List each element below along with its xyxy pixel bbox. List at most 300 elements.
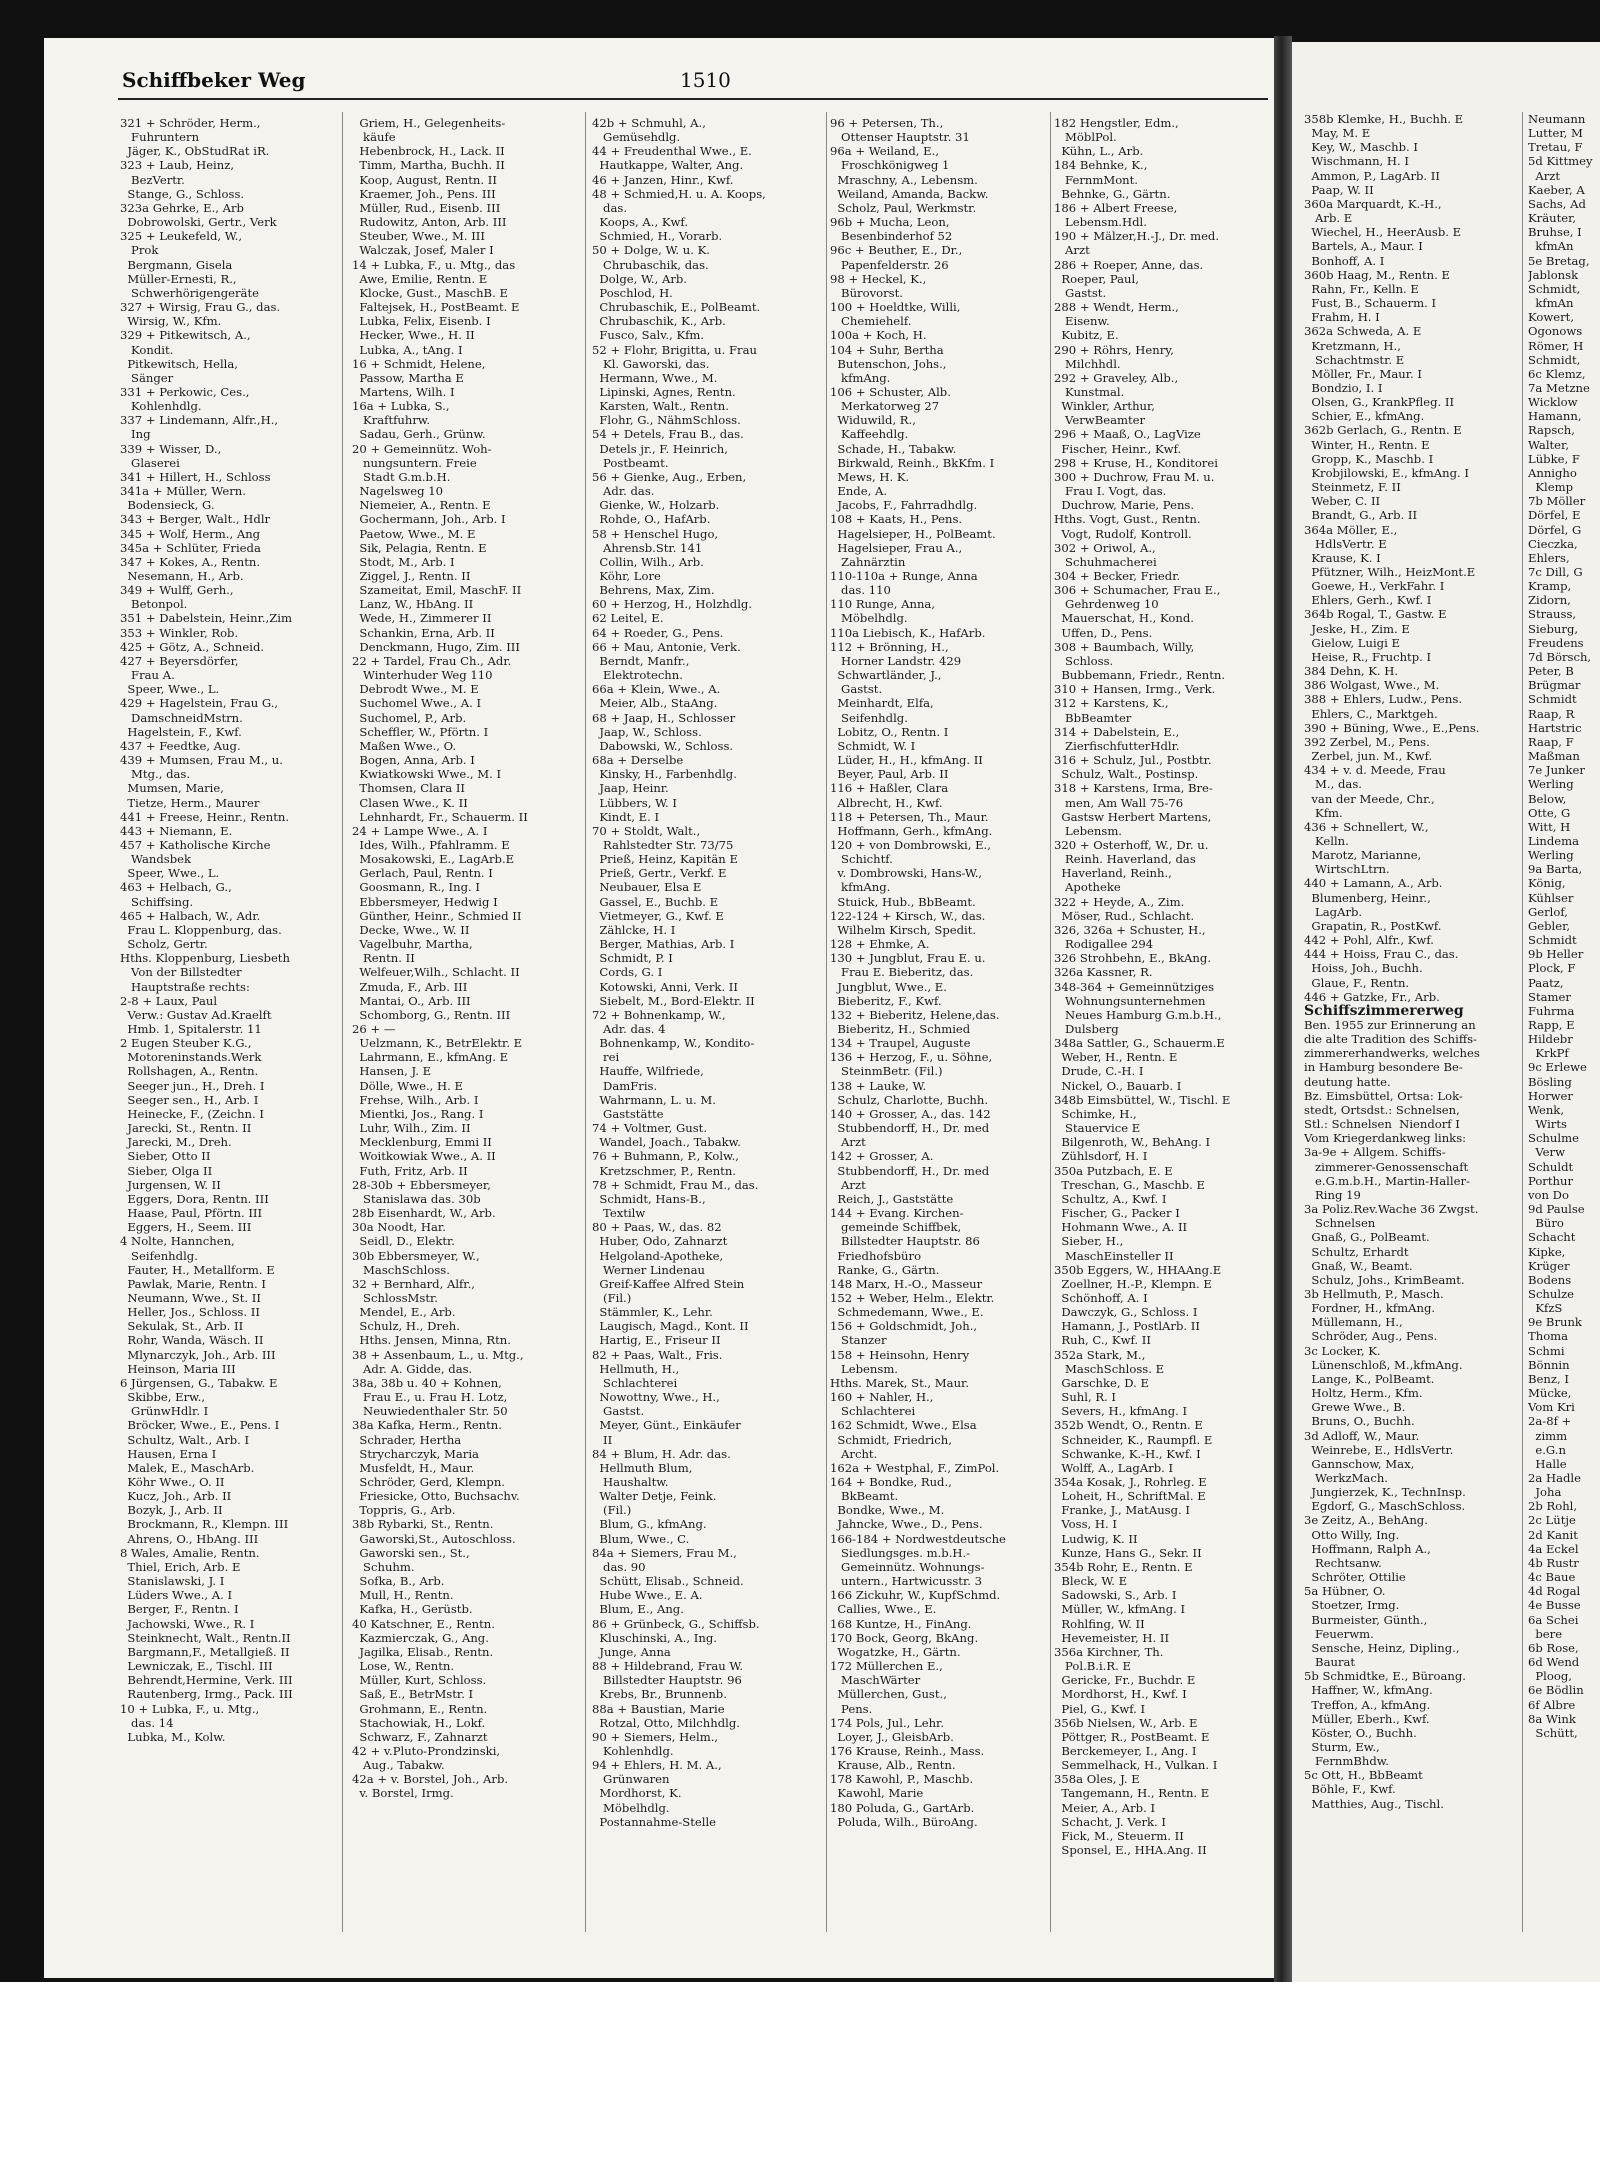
directory-line: Mendel, E., Arb. xyxy=(352,1305,456,1320)
directory-line: Sieburg, xyxy=(1528,621,1579,636)
directory-line: 4 Nolte, Hannchen, xyxy=(120,1234,235,1249)
directory-line: 42 + v.Pluto-Prondzinski, xyxy=(352,1743,501,1758)
directory-line: Horner Landstr. 429 xyxy=(830,653,962,668)
directory-line: 2d Kanit xyxy=(1528,1527,1578,1542)
directory-line: Sadau, Gerh., Grünw. xyxy=(352,427,486,442)
directory-line: Kluschinski, A., Ing. xyxy=(592,1630,717,1645)
directory-line: 20 + Gemeinnütz. Woh- xyxy=(352,441,492,456)
directory-line: Ahrensb.Str. 141 xyxy=(592,540,703,555)
directory-line: Berckemeyer, I., Ang. I xyxy=(1054,1743,1197,1758)
directory-column-4 xyxy=(830,116,1048,1829)
directory-line: Zühlsdorf, H. I xyxy=(1054,1149,1148,1164)
directory-line: Sekulak, St., Arb. II xyxy=(120,1319,244,1334)
directory-line: Kohlenhdlg. xyxy=(120,399,202,414)
directory-line: 170 Bock, Georg, BkAng. xyxy=(830,1630,979,1645)
directory-line: Dölle, Wwe., H. E xyxy=(352,1078,463,1093)
directory-line: 9e Brunk xyxy=(1528,1315,1582,1330)
directory-line: Bruns, O., Buchh. xyxy=(1304,1414,1415,1429)
directory-line: 84 + Blum, H. Adr. das. xyxy=(592,1446,731,1461)
directory-line: 38 + Assenbaum, L., u. Mtg., xyxy=(352,1347,524,1362)
directory-line: Wischmann, H. I xyxy=(1304,154,1409,169)
directory-line: Schmidt, P. I xyxy=(592,951,673,966)
directory-line: 138 + Lauke, W. xyxy=(830,1078,927,1093)
directory-line: Eggers, Dora, Rentn. III xyxy=(120,1191,269,1206)
directory-line: Winter, H., Rentn. E xyxy=(1304,437,1430,452)
directory-line: Rohde, O., HafArb. xyxy=(592,512,711,527)
directory-line: Martens, Wilh. I xyxy=(352,384,455,399)
directory-line: 22 + Tardel, Frau Ch., Adr. xyxy=(352,653,512,668)
directory-line: Vagelbuhr, Martha, xyxy=(352,937,473,952)
directory-line: 166-184 + Nordwestdeutsche xyxy=(830,1531,1006,1546)
directory-line: 354a Kosak, J., Rohrleg. E xyxy=(1054,1475,1207,1489)
directory-line: Nagelsweg 10 xyxy=(352,484,444,499)
directory-line: Hagelsieper, Frau A., xyxy=(830,540,963,555)
directory-line: 54 + Detels, Frau B., das. xyxy=(592,427,744,442)
directory-line: Lünenschloß, M.,kfmAng. xyxy=(1304,1357,1463,1372)
directory-line: Meyer, Günt., Einkäufer xyxy=(592,1418,741,1433)
directory-line: Grohmann, E., Rentn. xyxy=(352,1701,488,1716)
directory-line: Kwiatkowski Wwe., M. I xyxy=(352,767,502,782)
directory-line: Mordhorst, K. xyxy=(592,1786,682,1801)
directory-line: 28b Eisenhardt, W., Arb. xyxy=(352,1206,496,1221)
directory-line: Vom Kriegerdankweg links: xyxy=(1304,1131,1467,1146)
directory-line: 2 Eugen Steuber K.G., xyxy=(120,1036,252,1051)
directory-line: 292 + Graveley, Alb., xyxy=(1054,370,1179,385)
directory-line: 5d Kittmey xyxy=(1528,154,1593,169)
directory-line: Ranke, G., Gärtn. xyxy=(830,1262,940,1277)
directory-line: Raap, R xyxy=(1528,706,1575,721)
directory-line: Porthur xyxy=(1528,1173,1573,1188)
directory-line: Wicklow xyxy=(1528,395,1578,410)
directory-line: 8a Wink xyxy=(1528,1711,1576,1726)
directory-line: MaschEinsteller II xyxy=(1054,1248,1174,1263)
directory-line: Kipke, xyxy=(1528,1244,1566,1259)
directory-line: Behrendt,Hermine, Verk. III xyxy=(120,1673,293,1688)
directory-line: Neumann xyxy=(1528,112,1586,126)
directory-line: Schulz, Walt., Postinsp. xyxy=(1054,767,1199,782)
directory-line: Gienke, W., Holzarb. xyxy=(592,498,720,513)
directory-line: Treffon, A., kfmAng. xyxy=(1304,1697,1431,1712)
directory-line: Weinrebe, E., HdlsVertr. xyxy=(1304,1442,1454,1457)
directory-line: Lindema xyxy=(1528,833,1580,848)
directory-line: Jablonsk xyxy=(1528,267,1579,282)
directory-line: Hmb. 1, Spitalerstr. 11 xyxy=(120,1022,262,1036)
directory-line: Severs, H., kfmAng. I xyxy=(1054,1404,1188,1419)
directory-line: Pens. xyxy=(830,1701,873,1716)
directory-line: Kindt, E. I xyxy=(592,809,660,824)
directory-line: Duchrow, Marie, Pens. xyxy=(1054,498,1195,513)
directory-line: Besenbinderhof 52 xyxy=(830,229,953,244)
directory-line: Gemüsehdlg. xyxy=(592,130,681,145)
directory-line: Clasen Wwe., K. II xyxy=(352,795,468,810)
directory-line: 136 + Herzog, F., u. Söhne, xyxy=(830,1050,993,1065)
directory-line: 6f Albre xyxy=(1528,1697,1576,1712)
directory-line: Grünwaren xyxy=(592,1772,670,1787)
directory-line: Tangemann, H., Rentn. E xyxy=(1054,1786,1210,1801)
directory-line: 3d Adloff, W., Maur. xyxy=(1304,1428,1420,1443)
directory-line: Meinhardt, Elfa, xyxy=(830,696,934,711)
directory-line: Cords, G. I xyxy=(592,965,663,980)
directory-line: 6e Bödlin xyxy=(1528,1683,1584,1698)
directory-line: Scholz, Gertr. xyxy=(120,937,208,952)
directory-line: Welfeuer,Wilh., Schlacht. II xyxy=(352,965,520,980)
directory-line: Helgoland-Apotheke, xyxy=(592,1248,724,1263)
directory-line: Detels jr., F. Heinrich, xyxy=(592,441,728,456)
directory-line: Zmuda, F., Arb. III xyxy=(352,979,468,994)
directory-line: Kohlenhdlg. xyxy=(592,1743,674,1758)
directory-line: 160 + Nahler, H., xyxy=(830,1390,934,1405)
directory-line: Schulz, Johs., KrimBeamt. xyxy=(1304,1272,1465,1287)
directory-line: Schimke, H., xyxy=(1054,1106,1137,1121)
directory-line: 9a Barta, xyxy=(1528,862,1583,877)
directory-line: Haase, Paul, Pförtn. III xyxy=(120,1206,263,1221)
directory-line: Zerbel, jun. M., Kwf. xyxy=(1304,749,1433,764)
directory-line: 384 Dehn, K. H. xyxy=(1304,664,1399,679)
directory-line: MaschSchloss. xyxy=(352,1262,450,1277)
directory-line: 98 + Heckel, K., xyxy=(830,271,927,286)
directory-line: Sieber, Otto II xyxy=(120,1149,211,1164)
directory-line: Reinh. Haverland, das xyxy=(1054,852,1196,867)
directory-line: Sponsel, E., HHA.Ang. II xyxy=(1054,1843,1207,1858)
directory-line: 70 + Stoldt, Walt., xyxy=(592,823,701,838)
directory-line: Schröter, Ottilie xyxy=(1304,1570,1406,1585)
directory-line: Szameitat, Emil, MaschF. II xyxy=(352,583,522,598)
directory-line: Hartig, E., Friseur II xyxy=(592,1333,721,1348)
directory-line: Zählcke, H. I xyxy=(592,922,676,937)
directory-line: Schwarz, F., Zahnarzt xyxy=(352,1729,488,1744)
directory-line: 434 + v. d. Meede, Frau xyxy=(1304,763,1446,778)
directory-line: Halle xyxy=(1528,1456,1567,1471)
directory-line: Behrens, Max, Zim. xyxy=(592,583,715,598)
directory-line: Milchhdl. xyxy=(1054,356,1121,371)
directory-line: Hecker, Wwe., H. II xyxy=(352,328,475,343)
directory-line: 7a Metzne xyxy=(1528,380,1590,395)
directory-line: Scheffler, W., Pförtn. I xyxy=(352,724,489,739)
directory-line: Seeger jun., H., Dreh. I xyxy=(120,1078,265,1093)
directory-line: Below, xyxy=(1528,791,1567,806)
directory-line: 4e Busse xyxy=(1528,1598,1581,1613)
directory-line: FernmMont. xyxy=(1054,172,1138,187)
directory-line: Freudens xyxy=(1528,635,1584,650)
directory-line: 84a + Siemers, Frau M., xyxy=(592,1545,737,1560)
directory-line: Suchomel, P., Arb. xyxy=(352,710,467,725)
directory-line: Ehlers, Gerh., Kwf. I xyxy=(1304,593,1432,608)
directory-line: 68a + Derselbe xyxy=(592,753,684,768)
directory-line: Lebensm. xyxy=(830,1361,898,1376)
directory-line: 178 Kawohl, P., Maschb. xyxy=(830,1772,974,1787)
directory-line: Köhr, Lore xyxy=(592,569,661,583)
directory-line: 50 + Dolge, W. u. K. xyxy=(592,243,710,258)
directory-line: Pitkewitsch, Hella, xyxy=(120,356,238,371)
directory-line: 339 + Wisser, D., xyxy=(120,441,222,456)
directory-line: Jungierzek, K., TechnInsp. xyxy=(1304,1485,1466,1500)
directory-line: 88a + Baustian, Marie xyxy=(592,1701,725,1716)
directory-line: 427 + Beyersdörfer, xyxy=(120,653,239,668)
directory-line: Blumenberg, Heinr., xyxy=(1304,890,1431,905)
directory-line: Koop, August, Rentn. II xyxy=(352,172,497,187)
directory-line: Thoma xyxy=(1528,1329,1569,1344)
directory-line: Reich, J., Gaststätte xyxy=(830,1191,954,1206)
directory-line: Paap, W. II xyxy=(1304,182,1374,197)
directory-line: Kfm. xyxy=(1304,805,1343,820)
directory-line: Hauffe, Wilfriede, xyxy=(592,1064,704,1079)
directory-line: Müller, W., kfmAng. I xyxy=(1054,1602,1186,1617)
directory-line: Lebensm. xyxy=(1054,823,1122,838)
directory-line: Krause, Alb., Rentn. xyxy=(830,1758,956,1773)
directory-line: Frau L. Kloppenburg, das. xyxy=(120,922,282,937)
directory-line: Arzt xyxy=(1054,243,1090,258)
directory-line: Rautenberg, Irmg., Pack. III xyxy=(120,1687,293,1702)
directory-line: Lübbers, W. I xyxy=(592,795,677,810)
directory-line: Hths. Kloppenburg, Liesbeth xyxy=(120,951,290,966)
directory-line: Bondke, Wwe., M. xyxy=(830,1503,945,1518)
directory-line: Dabowski, W., Schloss. xyxy=(592,738,734,753)
directory-line: 96a + Weiland, E., xyxy=(830,144,940,159)
directory-line: 182 Hengstler, Edm., xyxy=(1054,116,1179,130)
directory-line: men, Am Wall 75-76 xyxy=(1054,795,1184,810)
directory-line: Jagilka, Elisab., Rentn. xyxy=(352,1644,494,1659)
directory-line: rei xyxy=(592,1050,620,1065)
directory-line: Schwanke, K.-H., Kwf. I xyxy=(1054,1446,1201,1461)
directory-line: Bieberitz, F., Kwf. xyxy=(830,993,942,1008)
directory-line: Gaststätte xyxy=(592,1106,664,1121)
directory-line: Lubka, A., tAng. I xyxy=(352,342,463,357)
directory-line: Glaue, F., Rentn. xyxy=(1304,975,1410,990)
directory-line: Betonpol. xyxy=(120,597,188,612)
directory-line: 326a Kassner, R. xyxy=(1054,965,1153,980)
directory-line: Bieberitz, H., Schmied xyxy=(830,1022,971,1036)
directory-line: Lahrmann, E., kfmAng. E xyxy=(352,1050,509,1065)
directory-line: Thiel, Erich, Arb. E xyxy=(120,1559,241,1574)
directory-line: Schultz, Walt., Arb. I xyxy=(120,1432,250,1447)
directory-line: Schmi xyxy=(1528,1343,1565,1358)
directory-line: Piel, G., Kwf. I xyxy=(1054,1701,1146,1716)
directory-line: 437 + Feedtke, Aug. xyxy=(120,738,241,753)
directory-line: Joha xyxy=(1528,1485,1562,1500)
directory-line: Schmidt, Friedrich, xyxy=(830,1432,952,1447)
directory-line: 144 + Evang. Kirchen- xyxy=(830,1206,964,1221)
directory-line: Prok xyxy=(120,243,159,258)
directory-line: 443 + Niemann, E. xyxy=(120,823,233,838)
directory-line: 38a Kafka, Herm., Rentn. xyxy=(352,1418,502,1433)
column-divider xyxy=(1522,112,1523,1932)
directory-line: Schuhmacherei xyxy=(1054,554,1157,569)
directory-line: Kretzmann, H., xyxy=(1304,338,1401,353)
directory-line: Bösling xyxy=(1528,1074,1572,1089)
directory-line: Rollshagen, A., Rentn. xyxy=(120,1064,259,1079)
directory-line: Schütt, Elisab., Schneid. xyxy=(592,1574,744,1589)
directory-line: Mientki, Jos., Rang. I xyxy=(352,1106,484,1121)
directory-line: Maßen Wwe., O. xyxy=(352,738,457,753)
directory-line: Hauptstraße rechts: xyxy=(120,979,250,994)
directory-line: Huber, Odo, Zahnarzt xyxy=(592,1234,728,1249)
directory-line: Fischer, Heinr., Kwf. xyxy=(1054,441,1182,456)
directory-line: 32 + Bernhard, Alfr., xyxy=(352,1276,475,1291)
directory-line: Stachowiak, H., Lokf. xyxy=(352,1715,486,1730)
directory-line: Arzt xyxy=(830,1177,866,1192)
directory-line: Hellmuth, H., xyxy=(592,1361,680,1376)
directory-line: Rahlstedter Str. 73/75 xyxy=(592,837,734,852)
directory-line: 78 + Schmidt, Frau M., das. xyxy=(592,1177,759,1192)
directory-line: 354b Rohr, E., Rentn. E xyxy=(1054,1559,1193,1574)
directory-line: Schnelsen xyxy=(1304,1216,1376,1231)
directory-line: Fuhrma xyxy=(1528,1003,1575,1018)
directory-line: Bruhse, I xyxy=(1528,225,1582,240)
directory-line: Lüder, H., H., kfmAng. II xyxy=(830,753,983,768)
directory-line: 120 + von Dombrowski, E., xyxy=(830,837,991,852)
directory-line: 353 + Winkler, Rob. xyxy=(120,625,239,640)
directory-line: Postbeamt. xyxy=(592,455,669,470)
directory-line: 110a Liebisch, K., HafArb. xyxy=(830,625,986,640)
directory-line: Koops, A., Kwf. xyxy=(592,215,688,230)
directory-line: 76 + Buhmann, P., Kolw., xyxy=(592,1149,739,1164)
directory-line: HdlsVertr. E xyxy=(1304,536,1387,551)
directory-line: Mull, H., Rentn. xyxy=(352,1588,454,1603)
directory-line: Arzt xyxy=(830,1135,866,1150)
directory-line: v. Dombrowski, Hans-W., xyxy=(830,866,983,881)
directory-line: 329 + Pitkewitsch, A., xyxy=(120,328,251,343)
directory-line: 4b Rustr xyxy=(1528,1555,1579,1570)
directory-line: Schankin, Erna, Arb. II xyxy=(352,625,495,640)
directory-line: Mantai, O., Arb. III xyxy=(352,993,471,1008)
directory-line: 174 Pols, Jul., Lehr. xyxy=(830,1715,945,1730)
directory-line: 351 + Dabelstein, Heinr.,Zim xyxy=(120,611,292,626)
directory-line: 26 + — xyxy=(352,1022,396,1036)
directory-line: Callies, Wwe., E. xyxy=(830,1602,937,1617)
directory-line: 68 + Jaap, H., Schlosser xyxy=(592,710,736,725)
directory-line: kfmAn xyxy=(1528,239,1574,254)
directory-line: Sturm, Ew., xyxy=(1304,1739,1380,1754)
directory-line: Goewe, H., VerkFahr. I xyxy=(1304,579,1445,594)
directory-line: Mosakowski, E., LagArb.E xyxy=(352,852,515,867)
directory-line: Bergmann, Gisela xyxy=(120,257,233,272)
directory-line: 38b Rybarki, St., Rentn. xyxy=(352,1517,494,1532)
page-bottom-margin xyxy=(0,1982,1600,2177)
directory-line: 80 + Paas, W., das. 82 xyxy=(592,1220,722,1235)
directory-line: Adr. das. xyxy=(592,484,655,499)
directory-line: Schmidt, Hans-B., xyxy=(592,1191,706,1206)
directory-line: Adr. A. Gidde, das. xyxy=(352,1361,473,1376)
directory-line: 42a + v. Borstel, Joh., Arb. xyxy=(352,1772,509,1787)
directory-line: Froschkönigweg 1 xyxy=(830,158,950,173)
directory-line: Vom Kri xyxy=(1528,1400,1575,1415)
directory-line: 326 Strohbehn, E., BkAng. xyxy=(1054,951,1212,966)
column-divider xyxy=(342,112,343,1932)
directory-line: 4d Rogal xyxy=(1528,1584,1581,1599)
directory-line: 314 + Dabelstein, E., xyxy=(1054,724,1180,739)
directory-line: die alte Tradition des Schiffs- xyxy=(1304,1032,1477,1047)
directory-line: 40 Katschner, E., Rentn. xyxy=(352,1616,495,1631)
directory-line: VerwBeamter xyxy=(1054,413,1146,428)
directory-line: Weiland, Amanda, Backw. xyxy=(830,186,989,201)
directory-line: Mraschny, A., Lebensm. xyxy=(830,172,978,187)
directory-line: 6a Schei xyxy=(1528,1612,1579,1627)
directory-line: DamschneidMstrn. xyxy=(120,710,243,725)
directory-line: 2a-8f + xyxy=(1528,1414,1572,1429)
directory-line: Neubauer, Elsa E xyxy=(592,880,702,895)
directory-line: Müller, Rud., Eisenb. III xyxy=(352,200,501,215)
directory-line: Ploog, xyxy=(1528,1669,1572,1684)
directory-line: Pawlak, Marie, Rentn. I xyxy=(120,1276,266,1291)
directory-line: BbBeamter xyxy=(1054,710,1132,725)
directory-line: Egdorf, G., MaschSchloss. xyxy=(1304,1499,1466,1514)
directory-line: Jaap, W., Schloss. xyxy=(592,724,702,739)
directory-line: Gastst. xyxy=(592,1404,645,1419)
directory-line: Behnke, G., Gärtn. xyxy=(1054,186,1171,201)
directory-line: 104 + Suhr, Bertha xyxy=(830,342,944,357)
directory-line: Steuber, Wwe., M. III xyxy=(352,229,485,244)
directory-line: 350a Putzbach, E. E xyxy=(1054,1163,1173,1178)
directory-line: Hoiss, Joh., Buchh. xyxy=(1304,961,1423,976)
directory-line: Wede, H., Zimmerer II xyxy=(352,611,492,626)
directory-line: Mauerschat, H., Kond. xyxy=(1054,611,1194,626)
directory-line: Neuwiedenthaler Str. 50 xyxy=(352,1404,508,1419)
directory-line: Ahrens, O., HbAng. III xyxy=(120,1531,259,1546)
directory-line: 3c Locker, K. xyxy=(1304,1343,1381,1358)
directory-line: zimmererhandwerks, welches xyxy=(1304,1046,1480,1061)
directory-line: 440 + Lamann, A., Arb. xyxy=(1304,876,1443,891)
directory-line: Papenfelderstr. 26 xyxy=(830,257,949,272)
directory-line: 3a-9e + Allgem. Schiffs- xyxy=(1304,1145,1446,1160)
directory-line: 388 + Ehlers, Ludw., Pens. xyxy=(1304,692,1463,707)
directory-line: Benz, I xyxy=(1528,1371,1569,1386)
directory-line: Mlynarczyk, Joh., Arb. III xyxy=(120,1347,276,1362)
directory-line: SchlossMstr. xyxy=(352,1290,438,1305)
directory-line: Denckmann, Hugo, Zim. III xyxy=(352,639,520,654)
directory-line: Gericke, Fr., Buchdr. E xyxy=(1054,1673,1196,1688)
directory-line: Gnaß, G., PolBeamt. xyxy=(1304,1230,1430,1245)
directory-line: Hagelstein, F., Kwf. xyxy=(120,724,242,739)
directory-line: Bleck, W. E xyxy=(1054,1574,1128,1589)
directory-line: Textilw xyxy=(592,1206,646,1221)
directory-line: Bodens xyxy=(1528,1272,1572,1287)
directory-line: Fischer, G., Packer I xyxy=(1054,1206,1180,1221)
directory-line: Franke, J., MatAusg. I xyxy=(1054,1503,1190,1518)
directory-line: Suhl, R. I xyxy=(1054,1390,1117,1405)
directory-line: Dawczyk, G., Schloss. I xyxy=(1054,1305,1198,1320)
directory-line: das. 110 xyxy=(830,583,891,598)
directory-line: Thomsen, Clara II xyxy=(352,781,465,796)
directory-line: 14 + Lubka, F., u. Mtg., das xyxy=(352,257,516,272)
directory-line: Gastst. xyxy=(830,682,883,697)
directory-line: Speer, Wwe., L. xyxy=(120,682,220,697)
directory-line: Dulsberg xyxy=(1054,1022,1119,1036)
directory-line: Wilhelm Kirsch, Spedit. xyxy=(830,922,977,937)
directory-line: 30b Ebbersmeyer, W., xyxy=(352,1248,480,1263)
directory-line: Hausen, Erna I xyxy=(120,1446,217,1461)
directory-line: WerkzMach. xyxy=(1304,1471,1388,1485)
directory-line: Hansen, J. E xyxy=(352,1064,432,1079)
directory-line: Kawohl, Marie xyxy=(830,1786,924,1801)
directory-line: Sieber, Olga II xyxy=(120,1163,213,1178)
directory-line: Jungblut, Wwe., E. xyxy=(830,979,947,994)
directory-line: Walter, xyxy=(1528,437,1570,452)
directory-line: Köhr Wwe., O. II xyxy=(120,1475,225,1489)
directory-line: 320 + Osterhoff, W., Dr. u. xyxy=(1054,837,1209,852)
directory-line: Rohr, Wanda, Wäsch. II xyxy=(120,1333,264,1348)
directory-line: Fuhruntern xyxy=(120,130,200,145)
directory-line: Hoffmann, Ralph A., xyxy=(1304,1541,1431,1556)
directory-line: 118 + Petersen, Th., Maur. xyxy=(830,809,989,824)
directory-line: (Fil.) xyxy=(592,1290,632,1305)
directory-line: Hamann, xyxy=(1528,409,1582,424)
directory-line: Lubka, Felix, Eisenb. I xyxy=(352,314,491,329)
directory-line: Frau I. Vogt, das. xyxy=(1054,484,1167,499)
directory-line: DamFris. xyxy=(592,1078,658,1093)
directory-line: 331 + Perkowic, Ces., xyxy=(120,384,250,399)
directory-line: 3b Hellmuth, P., Masch. xyxy=(1304,1286,1444,1301)
directory-line: 156 + Goldschmidt, Joh., xyxy=(830,1319,978,1334)
